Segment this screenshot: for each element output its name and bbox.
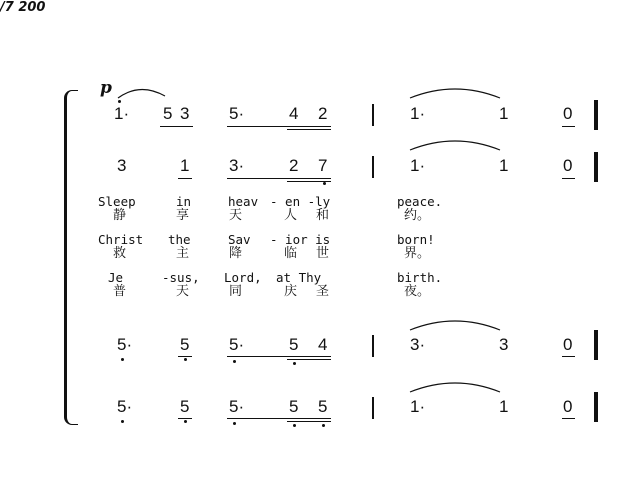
note: 7 [318,156,328,175]
note: 3· [229,156,245,175]
note: 5· [229,104,245,123]
page-number: /7 200 [0,0,46,15]
lyric-syllable: 主 [176,246,190,261]
final-barline [594,330,598,360]
lyric-syllable: heav [228,194,259,209]
note: 5 [180,397,190,416]
rest: 0 [563,156,573,175]
lyric-syllable: 临 [284,246,298,261]
lyric-syllable: birth. [397,270,443,285]
lyric-syllable: Je [108,270,124,285]
final-barline [594,152,598,182]
lyric-syllable: 享 [176,208,190,223]
tie-arc [410,141,500,150]
rest: 0 [563,335,573,354]
eighth-underline [227,418,331,419]
dynamic-marking-piano: p [100,78,112,98]
note: 3 [117,156,127,175]
tie-arc [410,321,500,330]
eighth-underline [562,126,575,127]
lyric-syllable: at Thy [276,270,322,285]
lyric-syllable: 世 [316,246,330,261]
eighth-underline [227,178,331,179]
note: 1 [499,104,509,123]
eighth-underline [562,418,575,419]
lyric-syllable: 静 [113,208,127,223]
note: 5· [117,335,133,354]
note: 3 [180,104,190,123]
note: 5 [180,335,190,354]
octave-dot-low [293,424,296,427]
eighth-underline [178,418,192,419]
octave-dot-low [322,424,325,427]
note: 5 [163,104,173,123]
lyric-syllable: 天 [176,284,190,299]
note: 1· [410,104,426,123]
note: 1 [499,156,509,175]
sixteenth-underline [287,359,331,360]
barline [372,335,374,357]
note: 3 [499,335,509,354]
lyric-syllable: 夜。 [404,284,431,299]
octave-dot-low [184,420,187,423]
note: 4 [318,335,328,354]
rest: 0 [563,104,573,123]
note: 1· [114,104,130,123]
tie-arc [410,89,500,98]
lyric-syllable: 天 [229,208,243,223]
lyric-syllable: 约。 [404,208,431,223]
lyric-syllable: -sus, [162,270,200,285]
lyric-syllable: 降 [229,246,243,261]
note: 2 [289,156,299,175]
octave-dot-low [293,362,296,365]
eighth-underline [160,126,193,127]
lyric-syllable: Lord, [224,270,262,285]
lyric-syllable: 救 [113,246,127,261]
lyric-syllable: 庆 [284,284,298,299]
octave-dot-low [121,420,124,423]
lyric-syllable: - ior is [270,232,331,247]
lyric-syllable: born! [397,232,435,247]
note: 5· [229,335,245,354]
lyric-syllable: 和 [316,208,330,223]
lyric-syllable: 圣 [316,284,330,299]
note: 5· [229,397,245,416]
lyric-syllable: Sleep [98,194,136,209]
octave-dot-low [233,422,236,425]
sixteenth-underline [287,421,331,422]
eighth-underline [227,356,331,357]
sixteenth-underline [287,181,331,182]
lyric-syllable: 同 [229,284,243,299]
barline [372,397,374,419]
eighth-underline [562,356,575,357]
octave-dot-low [323,182,326,185]
note: 3· [410,335,426,354]
lyric-syllable: peace. [397,194,443,209]
note: 5 [289,335,299,354]
lyric-syllable: 人 [284,208,298,223]
lyric-syllable: 界。 [404,246,431,261]
octave-dot-low [233,360,236,363]
lyric-syllable: in [176,194,192,209]
sixteenth-underline [287,129,331,130]
octave-dot-low [184,358,187,361]
tie-arc [410,383,500,392]
note: 2 [318,104,328,123]
final-barline [594,392,598,422]
lyric-syllable: 普 [113,284,127,299]
octave-dot-high [118,100,121,103]
rest: 0 [563,397,573,416]
lyric-syllable: the [168,232,191,247]
note: 1· [410,156,426,175]
lyric-syllable: Christ [98,232,144,247]
eighth-underline [562,178,575,179]
note: 5 [289,397,299,416]
lyric-syllable: - en -ly [270,194,331,209]
lyric-syllable: Sav [228,232,251,247]
eighth-underline [227,126,331,127]
barline [372,156,374,178]
eighth-underline [178,356,192,357]
note: 4 [289,104,299,123]
final-barline [594,100,598,130]
octave-dot-low [121,358,124,361]
note: 1 [499,397,509,416]
barline [372,104,374,126]
slur-arc [118,89,165,98]
note: 5 [318,397,328,416]
note: 1· [410,397,426,416]
note: 5· [117,397,133,416]
note: 1 [180,156,190,175]
eighth-underline [178,178,192,179]
